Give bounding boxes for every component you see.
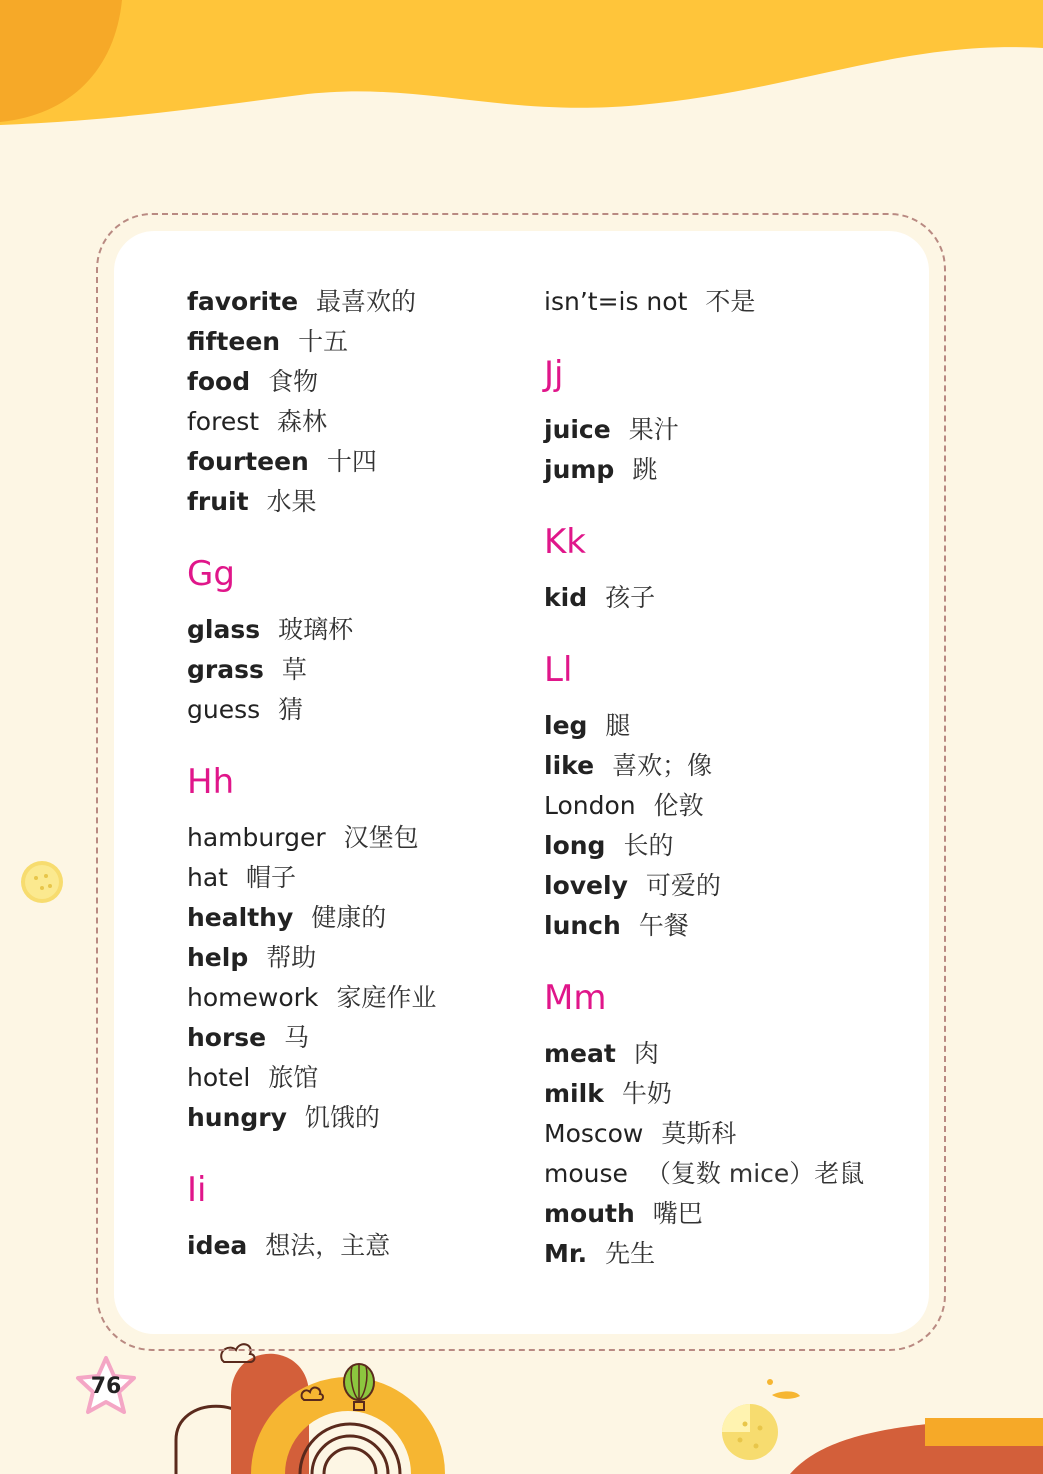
- chinese-meaning: 孩子: [605, 583, 656, 612]
- english-word: isn’t=is not: [544, 287, 688, 316]
- chinese-meaning: 嘴巴: [652, 1199, 703, 1228]
- english-word: grass: [187, 655, 264, 684]
- english-word: forest: [187, 407, 260, 436]
- vocab-entry: [544, 866, 904, 906]
- chinese-meaning: 长的: [623, 831, 674, 860]
- english-word: mouse: [544, 1159, 628, 1188]
- vocab-entry: [544, 282, 904, 322]
- vocab-entry: [187, 1018, 517, 1058]
- chinese-meaning: 玻璃杯: [278, 615, 354, 644]
- vocab-entry: [544, 826, 904, 866]
- english-word: mouth: [544, 1199, 635, 1228]
- chinese-meaning: 想法，主意: [265, 1231, 391, 1260]
- english-word: leg: [544, 711, 588, 740]
- english-word: glass: [187, 615, 261, 644]
- vocab-entry: [187, 610, 517, 650]
- letter-heading: Ii: [187, 1170, 207, 1210]
- english-word: like: [544, 751, 595, 780]
- chinese-meaning: 水果: [266, 487, 317, 516]
- top-wave-banner: [0, 0, 1043, 125]
- vocab-entry: [544, 1034, 904, 1074]
- chinese-meaning: 肉: [633, 1039, 659, 1068]
- vocab-entry: [544, 410, 904, 450]
- chinese-meaning: 食物: [268, 367, 319, 396]
- vocab-entry: [187, 1058, 517, 1098]
- chinese-meaning: 牛奶: [621, 1079, 672, 1108]
- vocab-entry: [187, 858, 517, 898]
- english-word: horse: [187, 1023, 267, 1052]
- chinese-meaning: 家庭作业: [336, 983, 437, 1012]
- vocab-entry: [187, 1226, 517, 1266]
- letter-heading: Kk: [544, 522, 586, 562]
- chinese-meaning: 跳: [632, 455, 658, 484]
- left-column: [187, 282, 517, 1266]
- chinese-meaning: 腿: [605, 711, 631, 740]
- english-word: idea: [187, 1231, 248, 1260]
- english-word: meat: [544, 1039, 616, 1068]
- vocab-entry: [544, 1154, 904, 1194]
- chinese-meaning: 最喜欢的: [316, 287, 417, 316]
- english-word: food: [187, 367, 251, 396]
- vocab-entry: [544, 786, 904, 826]
- vocab-entry: [187, 282, 517, 322]
- vocab-entry: [187, 442, 517, 482]
- english-word: kid: [544, 583, 588, 612]
- english-word: guess: [187, 695, 261, 724]
- chinese-meaning: 帮助: [266, 943, 317, 972]
- vocab-entry: [544, 706, 904, 746]
- right-column: [544, 282, 904, 1274]
- chinese-meaning: 莫斯科: [661, 1119, 737, 1148]
- vocab-entry: [544, 578, 904, 618]
- chinese-meaning: 草: [281, 655, 307, 684]
- english-word: healthy: [187, 903, 294, 932]
- letter-heading: Ll: [544, 650, 573, 690]
- lemon-icon: [21, 861, 63, 903]
- chinese-meaning: 马: [284, 1023, 310, 1052]
- vocab-entry: [544, 746, 904, 786]
- english-word: fourteen: [187, 447, 309, 476]
- vocab-entry: [187, 938, 517, 978]
- english-word: London: [544, 791, 636, 820]
- english-word: help: [187, 943, 249, 972]
- vocab-entry: [187, 362, 517, 402]
- chinese-meaning: 帽子: [245, 863, 296, 892]
- english-word: hat: [187, 863, 228, 892]
- vocab-entry: [187, 402, 517, 442]
- chinese-meaning: 先生: [605, 1239, 656, 1268]
- english-word: favorite: [187, 287, 299, 316]
- chinese-meaning: 健康的: [311, 903, 387, 932]
- letter-heading: Jj: [544, 354, 564, 394]
- vocab-entry: [544, 450, 904, 490]
- english-word: Moscow: [544, 1119, 644, 1148]
- chinese-meaning: （复数 mice）老鼠: [645, 1159, 865, 1188]
- chinese-meaning: 森林: [277, 407, 328, 436]
- chinese-meaning: 果汁: [628, 415, 679, 444]
- vocab-entry: [187, 1098, 517, 1138]
- english-word: lunch: [544, 911, 621, 940]
- english-word: milk: [544, 1079, 604, 1108]
- chinese-meaning: 猜: [278, 695, 304, 724]
- vocab-entry: [187, 818, 517, 858]
- vocab-entry: [187, 690, 517, 730]
- letter-heading: Hh: [187, 762, 235, 802]
- english-word: lovely: [544, 871, 628, 900]
- english-word: juice: [544, 415, 611, 444]
- vocab-entry: [187, 978, 517, 1018]
- vocab-entry: [544, 1194, 904, 1234]
- chinese-meaning: 十五: [298, 327, 349, 356]
- vocab-entry: [187, 322, 517, 362]
- chinese-meaning: 伦敦: [653, 791, 704, 820]
- vocab-entry: [187, 650, 517, 690]
- vocab-entry: [544, 1074, 904, 1114]
- lemon-slice-icon: [722, 1379, 800, 1460]
- vocab-entry: [544, 1234, 904, 1274]
- chinese-meaning: 不是: [705, 287, 756, 316]
- english-word: fifteen: [187, 327, 281, 356]
- english-word: homework: [187, 983, 319, 1012]
- english-word: long: [544, 831, 606, 860]
- english-word: fruit: [187, 487, 249, 516]
- page-number: 76: [90, 1374, 122, 1399]
- vocab-entry: [187, 898, 517, 938]
- vocab-entry: [544, 906, 904, 946]
- vocab-entry: [187, 482, 517, 522]
- english-word: hungry: [187, 1103, 287, 1132]
- chinese-meaning: 十四: [326, 447, 377, 476]
- chinese-meaning: 喜欢；像: [612, 751, 713, 780]
- chinese-meaning: 午餐: [638, 911, 689, 940]
- letter-heading: Gg: [187, 554, 235, 594]
- letter-heading: Mm: [544, 978, 607, 1018]
- chinese-meaning: 可爱的: [645, 871, 721, 900]
- chinese-meaning: 汉堡包: [343, 823, 419, 852]
- chinese-meaning: 饥饿的: [304, 1103, 380, 1132]
- english-word: jump: [544, 455, 615, 484]
- chinese-meaning: 旅馆: [268, 1063, 319, 1092]
- english-word: Mr.: [544, 1239, 588, 1268]
- vocab-entry: [544, 1114, 904, 1154]
- english-word: hotel: [187, 1063, 251, 1092]
- bottom-right-band: [925, 1418, 1043, 1446]
- english-word: hamburger: [187, 823, 326, 852]
